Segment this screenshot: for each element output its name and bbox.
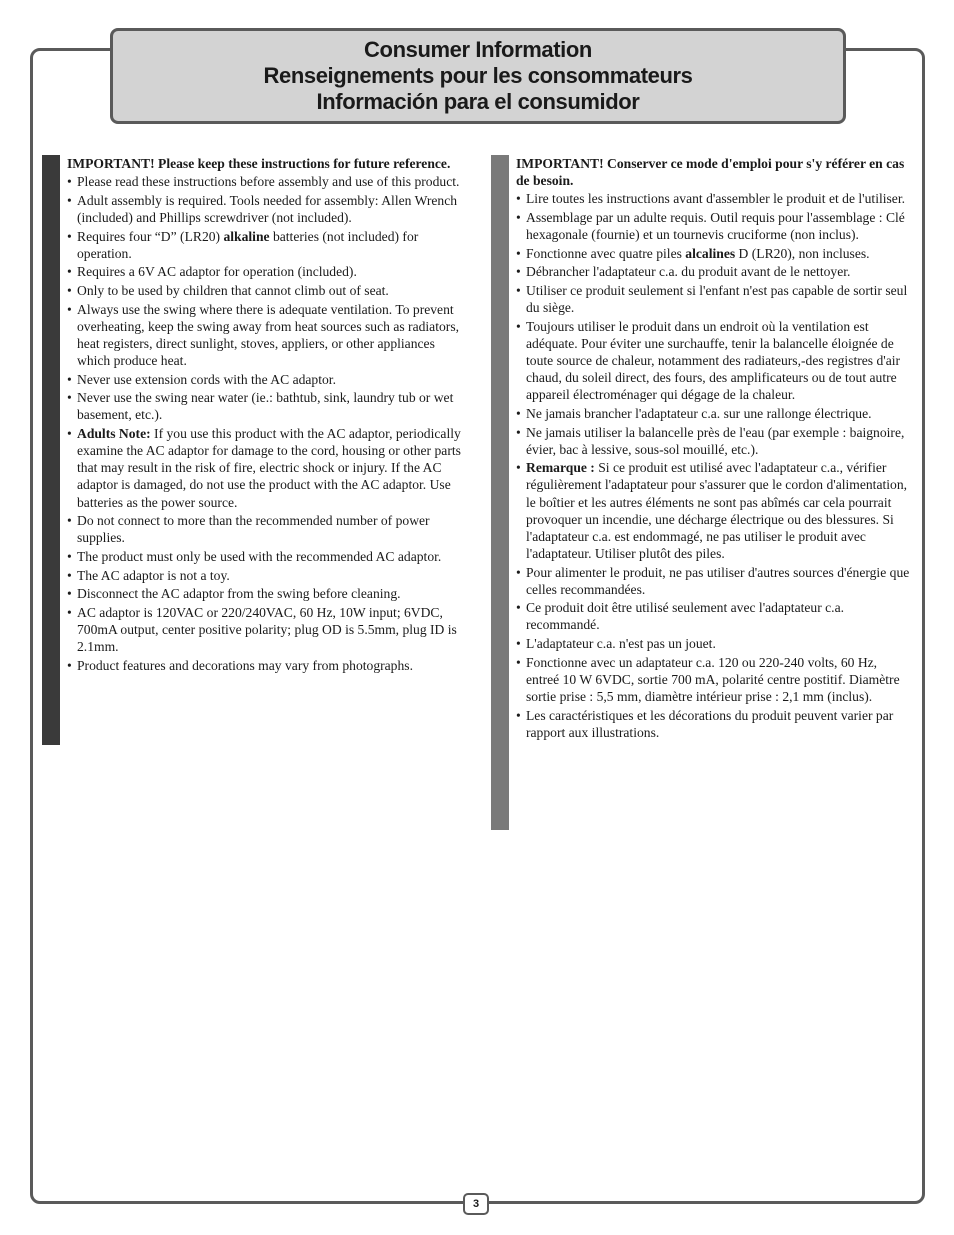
english-sidebar-bar: [42, 155, 60, 745]
list-item: • Never use the swing near water (ie.: bathtub, sink, laundry tub or wet basement, etc.).: [67, 389, 462, 423]
list-item: • The AC adaptor is not a toy.: [67, 567, 462, 584]
list-item: • Fonctionne avec quatre piles alcalines D (LR20), non incluses.: [516, 245, 911, 262]
list-item: • Requires four “D” (LR20) alkaline batteries (not included) for operation.: [67, 228, 462, 262]
list-item: • Only to be used by children that cannot climb out of seat.: [67, 282, 462, 299]
french-list: [516, 190, 911, 741]
list-item: • Fonctionne avec un adaptateur c.a. 120 ou 220-240 volts, 60 Hz, entreé 10 W 6VDC, sortie 700 mA, polarité centre postitif. Diamètre sortie prise : 5,5 mm, diamètre intérieur prise : 2,1 mm (inclus).: [516, 654, 911, 705]
list-item: • Always use the swing where there is adequate ventilation. To prevent overheating, keep the swing away from heat sources such as radiators, heat registers, direct sunlight, stoves, appliers, or other appliances which produce heat.: [67, 301, 462, 369]
list-item: • Requires a 6V AC adaptor for operation (included).: [67, 263, 462, 280]
page-header: [110, 28, 846, 124]
list-item: • Do not connect to more than the recommended number of power supplies.: [67, 512, 462, 546]
list-item: • L'adaptateur c.a. n'est pas un jouet.: [516, 635, 911, 652]
list-item: • Pour alimenter le produit, ne pas utiliser d'autres sources d'énergie que celles recommandées.: [516, 564, 911, 598]
french-sidebar-bar: [491, 155, 509, 830]
list-item: • Ne jamais brancher l'adaptateur c.a. sur une rallonge électrique.: [516, 405, 911, 422]
list-item: • Disconnect the AC adaptor from the swing before cleaning.: [67, 585, 462, 602]
list-item: • Toujours utiliser le produit dans un endroit où la ventilation est adéquate. Pour éviter une surchauffe, tenir la balancelle éloignée de toute source de chaleur, notamment des radiateurs,-des registres d'air chaud, du soleil direct, des fours, des amplificateurs ou de tout autre appareil électroménager qui dégage de la chaleur.: [516, 318, 911, 403]
list-item: • Never use extension cords with the AC adaptor.: [67, 371, 462, 388]
list-item: • Débrancher l'adaptateur c.a. du produit avant de le nettoyer.: [516, 263, 911, 280]
list-item: • Remarque : Si ce produit est utilisé avec l'adaptateur c.a., vérifier régulièrement l'adaptateur pour s'assurer que le cordon d'alimentation, le boîtier et les autres éléments ne sont pas abîmés car cela pourrait provoquer un incendie, une décharge électrique ou des blessures. Si l'adaptateur c.a. est endommagé, ne pas utiliser le produit avec l'adaptateur. Utiliser plutôt des piles.: [516, 459, 911, 562]
french-important-note: IMPORTANT! Conserver ce mode d'emploi pour s'y référer en cas de besoin.: [516, 156, 905, 189]
english-list: [67, 173, 462, 674]
page-number: 3: [463, 1193, 489, 1215]
list-item: • Adult assembly is required. Tools needed for assembly: Allen Wrench (included) and Phillips screwdriver (not included).: [67, 192, 462, 226]
list-item: • AC adaptor is 120VAC or 220/240VAC, 60 Hz, 10W input; 6VDC, 700mA output, center positive polarity; plug OD is 5.5mm, plug ID is 2.1mm.: [67, 604, 462, 655]
english-content: [67, 155, 462, 676]
title-spanish: Información para el consumidor: [316, 89, 640, 114]
list-item: • Assemblage par un adulte requis. Outil requis pour l'assemblage : Clé hexagonale (fournie) et un tournevis cruciforme (non inclus).: [516, 209, 911, 243]
list-item: • Utiliser ce produit seulement si l'enfant n'est pas capable de sortir seul du siège.: [516, 282, 911, 316]
list-item: • Les caractéristiques et les décorations du produit peuvent varier par rapport aux illustrations.: [516, 707, 911, 741]
list-item: • Product features and decorations may vary from photographs.: [67, 657, 462, 674]
list-item: • Ce produit doit être utilisé seulement avec l'adaptateur c.a. recommandé.: [516, 599, 911, 633]
title-french: Renseignements pour les consommateurs: [263, 63, 693, 88]
list-item: • The product must only be used with the recommended AC adaptor.: [67, 548, 462, 565]
french-content: [516, 155, 911, 742]
title-english: Consumer Information: [364, 37, 592, 62]
list-item: • Ne jamais utiliser la balancelle près de l'eau (par exemple : baignoire, évier, bac à lessive, sous-sol mouillé, etc.).: [516, 424, 911, 458]
list-item: • Lire toutes les instructions avant d'assembler le produit et de l'utiliser.: [516, 190, 911, 207]
list-item: • Adults Note: If you use this product with the AC adaptor, periodically examine the AC adaptor for damage to the cord, housing or other parts that may result in the risk of fire, electric shock or injury. If the AC adaptor is damaged, do not use the product with the AC adaptor. Use batteries as the power source.: [67, 425, 462, 510]
list-item: • Please read these instructions before assembly and use of this product.: [67, 173, 462, 190]
english-important-note: IMPORTANT! Please keep these instructions for future reference.: [67, 156, 451, 171]
